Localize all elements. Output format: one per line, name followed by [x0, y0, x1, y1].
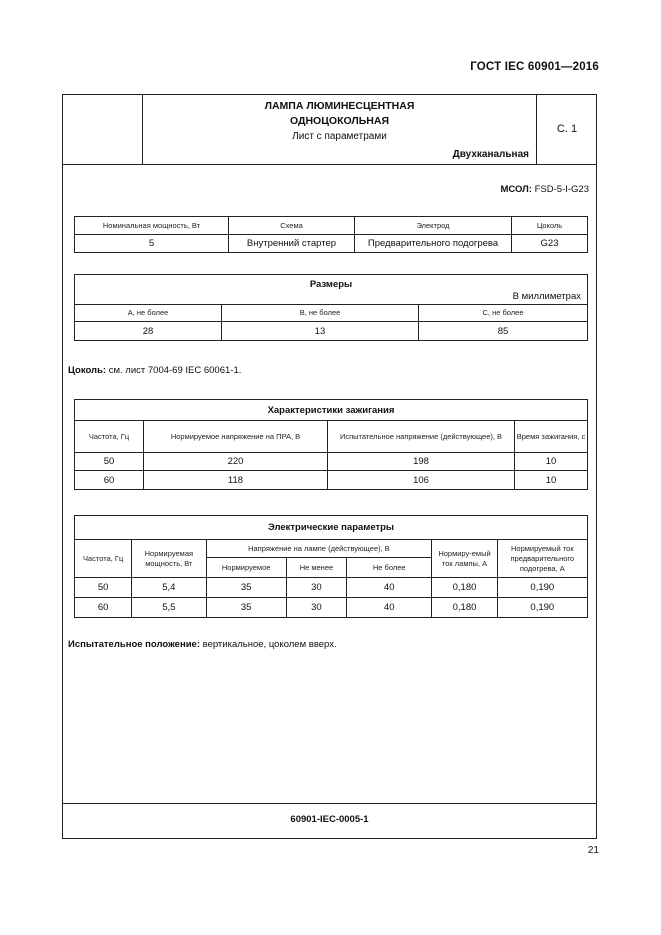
- col-header-circuit: Схема: [229, 217, 355, 235]
- col-header-lamp-voltage: Напряжение на лампе (действующее), В: [206, 540, 432, 558]
- col-header-nominal: Нормируемое: [206, 558, 286, 578]
- table-row: 50 220 198 10: [75, 453, 588, 471]
- sheet-code: 60901-IEC-0005-1: [62, 803, 597, 839]
- sheet-number: С. 1: [536, 94, 597, 165]
- page-number: 21: [587, 845, 599, 856]
- mcol-designation: МСОЛ: FSD-5-I-G23: [500, 184, 589, 195]
- header-title-cell: [142, 94, 537, 165]
- dimensions-table: [74, 274, 588, 341]
- dimensions-title: Размеры: [309, 279, 353, 290]
- cap-note: Цоколь: см. лист 7004-69 IEC 60061-1.: [68, 365, 242, 376]
- cell-circuit: Внутренний стартер: [229, 235, 355, 253]
- header-left-cell: [62, 94, 143, 165]
- standard-number: ГОСТ IEC 60901—2016: [470, 61, 599, 73]
- col-header-preheat-current: Нормируемый ток предварительного подогрева, А: [497, 540, 587, 578]
- main-characteristics-table: [74, 216, 588, 253]
- col-header-cap: Цоколь: [512, 217, 588, 235]
- sheet-subtitle: Лист с параметрами: [292, 131, 387, 142]
- col-header-c: C, не более: [419, 305, 588, 322]
- cell-a: 28: [75, 322, 222, 341]
- cell-cap: G23: [512, 235, 588, 253]
- lamp-type: Двухканальная: [452, 149, 529, 160]
- col-header-test-voltage: Испытательное напряжение (действующее), В: [328, 421, 515, 453]
- col-header-rated-voltage: Нормируемое напряжение на ПРА, В: [144, 421, 328, 453]
- col-header-power: Номинальная мощность, Вт: [75, 217, 229, 235]
- col-header-min: Не менее: [286, 558, 346, 578]
- cell-power: 5: [75, 235, 229, 253]
- table-row: 50 5,4 35 30 40 0,180 0,190: [75, 578, 588, 598]
- cell-b: 13: [222, 322, 419, 341]
- table-row: 60 5,5 35 30 40 0,180 0,190: [75, 598, 588, 618]
- cell-electrode: Предварительного подогрева: [355, 235, 512, 253]
- col-header-electrode: Электрод: [355, 217, 512, 235]
- lamp-title: ЛАМПА ЛЮМИНЕСЦЕНТНАЯ ОДНОЦОКОЛЬНАЯ: [264, 100, 415, 127]
- table-row: 60 118 106 10: [75, 471, 588, 490]
- dimensions-title-cell: [75, 275, 588, 305]
- electrical-table: [74, 515, 588, 618]
- col-header-frequency: Частота, Гц: [75, 421, 144, 453]
- ignition-table: [74, 399, 588, 490]
- cell-c: 85: [419, 322, 588, 341]
- col-header-power: Нормируемая мощность, Вт: [132, 540, 206, 578]
- col-header-lamp-current: Нормиру-емый ток лампы, А: [432, 540, 497, 578]
- col-header-b: B, не более: [222, 305, 419, 322]
- col-header-a: A, не более: [75, 305, 222, 322]
- electrical-title: Электрические параметры: [75, 516, 588, 540]
- col-header-ignition-time: Время зажигания, с: [515, 421, 588, 453]
- dimensions-unit: В миллиметрах: [512, 291, 581, 302]
- col-header-frequency: Частота, Гц: [75, 540, 132, 578]
- test-position-note: Испытательное положение: вертикальное, цоколем вверх.: [68, 639, 337, 650]
- ignition-title: Характеристики зажигания: [75, 400, 588, 421]
- col-header-max: Не более: [347, 558, 432, 578]
